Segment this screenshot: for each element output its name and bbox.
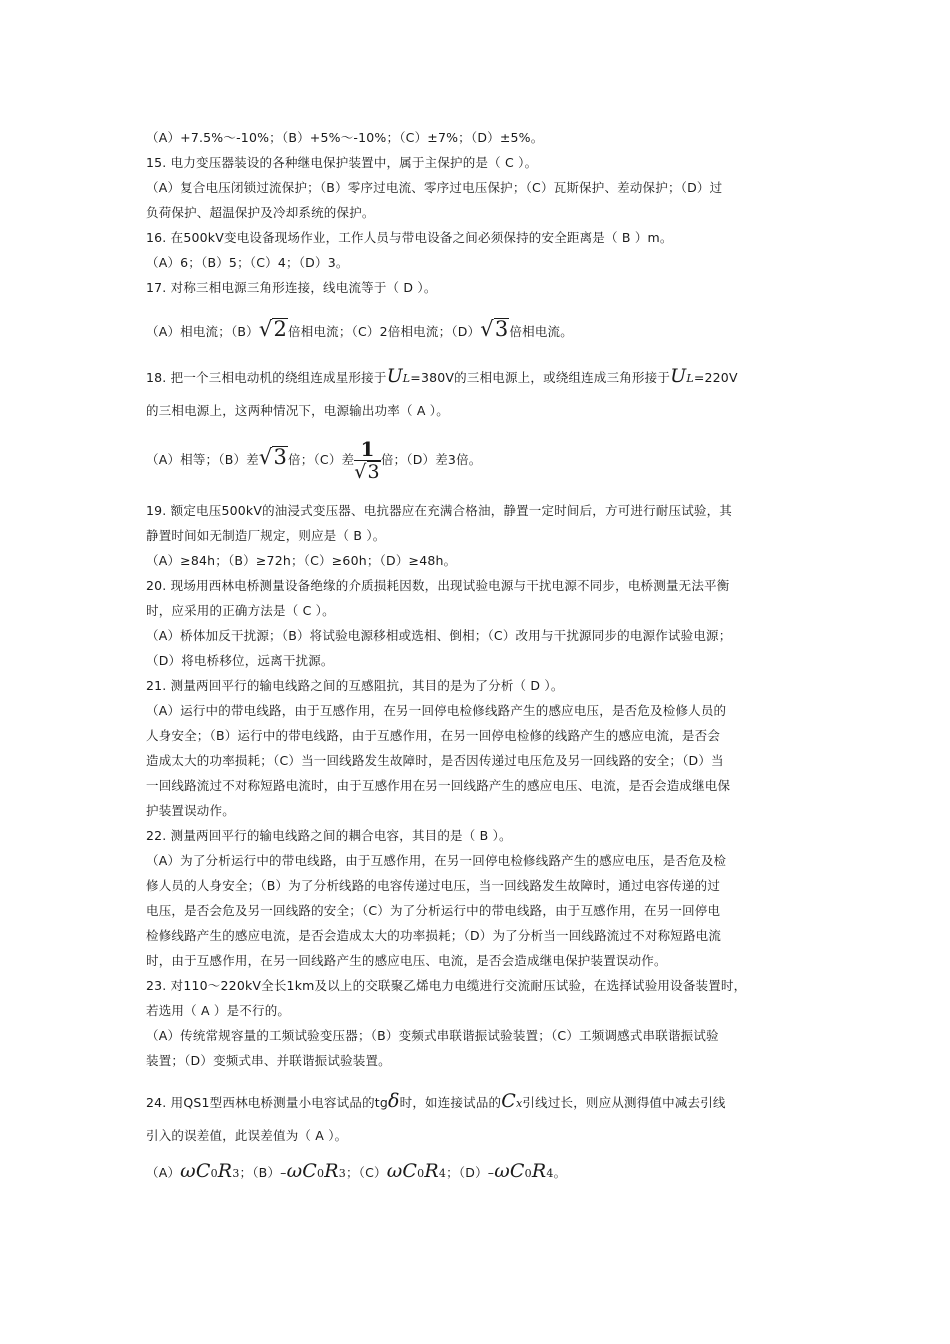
- question-17: 17. 对称三相电源三角形连接，线电流等于（ D ）。: [146, 280, 437, 295]
- text-line: （A）传统常规容量的工频试验变压器；（B）变频式串联谐振试验装置；（C）工频调感式串联谐振试验: [146, 1028, 719, 1043]
- question-21: 21. 测量两回平行的输电线路之间的互感阻抗，其目的是为了分析（ D ）。: [146, 678, 564, 693]
- text-line: 人身安全；（B）运行中的带电线路，由于互感作用，在另一回停电检修的线路产生的感应电流，是否会: [146, 728, 721, 743]
- options-18: （A）相等；（B）差√3倍；（C）差 $\frac{1}{√3}$ 倍；（D）差3倍。: [146, 437, 482, 483]
- text-line: 造成太大的功率损耗；（C）当一回线路发生故障时，是否因传递过电压危及另一回线路的安全；（D）当: [146, 753, 724, 768]
- question-22: 22. 测量两回平行的输电线路之间的耦合电容，其目的是（ B ）。: [146, 828, 512, 843]
- text-line: 引入的误差值，此误差值为（ A ）。: [146, 1128, 348, 1143]
- text-line: 修人员的人身安全；（B）为了分析线路的电容传递过电压，当一回线路发生故障时，通过电容传递的过: [146, 878, 721, 893]
- text-line: 装置；（D）变频式串、并联谐振试验装置。: [146, 1053, 391, 1068]
- sqrt-symbol: √3: [480, 317, 509, 341]
- text-line: 护装置误动作。: [146, 803, 235, 818]
- question-18: 18. 把一个三相电动机的绕组连成星形接于UL=380V的三相电源上，或绕组连成三角形接于UL=220V: [146, 365, 738, 387]
- question-23: 23. 对110～220kV全长1km及以上的交联聚乙烯电力电缆进行交流耐压试验，在选择试验用设备装置时，: [146, 978, 747, 993]
- text-line: （A）运行中的带电线路，由于互感作用，在另一回停电检修线路产生的感应电压，是否危及检修人员的: [146, 703, 727, 718]
- text-line: （A）+7.5%～-10%；（B）+5%～-10%；（C）±7%；（D）±5%。: [146, 130, 544, 145]
- text-line: 负荷保护、超温保护及冷却系统的保护。: [146, 205, 375, 220]
- text-line: （A）为了分析运行中的带电线路，由于互感作用，在另一回停电检修线路产生的感应电压，是否危及检: [146, 853, 727, 868]
- text-line: 电压，是否会危及另一回线路的安全；（C）为了分析运行中的带电线路，由于互感作用，在另一回停电: [146, 903, 721, 918]
- text-line: （A）复合电压闭锁过流保护；（B）零序过电流、零序过电压保护；（C）瓦斯保护、差动保护；（D）过: [146, 180, 723, 195]
- text-line: 时，应采用的正确方法是（ C ）。: [146, 603, 335, 618]
- question-16: 16. 在500kV变电设备现场作业，工作人员与带电设备之间必须保持的安全距离是（ B ）m。: [146, 230, 673, 245]
- text-line: （A）桥体加反干扰源；（B）将试验电源移相或选相、倒相；（C）改用与干扰源同步的电源作试验电源；: [146, 628, 732, 643]
- question-19: 19. 额定电压500kV的油浸式变压器、电抗器应在充满合格油，静置一定时间后，方可进行耐压试验，其: [146, 503, 733, 518]
- fraction: $\frac{1}{√3}$: [354, 437, 380, 483]
- text-line: 的三相电源上，这两种情况下，电源输出功率（ A ）。: [146, 403, 449, 418]
- sqrt-symbol: √3: [258, 445, 288, 469]
- options-24: （A）ωC0R3；（B）–ωC0R3；（C）ωC0R4；（D）–ωC0R4。: [146, 1160, 567, 1182]
- text-line: 检修线路产生的感应电流，是否会造成太大的功率损耗；（D）为了分析当一回线路流过不对称短路电流: [146, 928, 722, 943]
- question-15: 15. 电力变压器装设的各种继电保护装置中，属于主保护的是（ C ）。: [146, 155, 538, 170]
- text-line: （A）≥84h；（B）≥72h；（C）≥60h；（D）≥48h。: [146, 553, 457, 568]
- text-line: （A）6；（B）5；（C）4；（D）3。: [146, 255, 349, 270]
- question-24: 24. 用QS1型西林电桥测量小电容试品的tgδ时，如连接试品的Cx引线过长，则应从测得值中减去引线: [146, 1090, 726, 1112]
- text-line: 静置时间如无制造厂规定，则应是（ B ）。: [146, 528, 386, 543]
- sqrt-symbol: √2: [258, 317, 288, 341]
- text-line: 时，由于互感作用，在另一回线路产生的感应电压、电流，是否会造成继电保护装置误动作。: [146, 953, 667, 968]
- text-line: （D）将电桥移位，远离干扰源。: [146, 653, 334, 668]
- question-20: 20. 现场用西林电桥测量设备绝缘的介质损耗因数，出现试验电源与干扰电源不同步，电桥测量无法平衡: [146, 578, 730, 593]
- options-17: （A）相电流；（B）√2倍相电流；（C）2倍相电流；（D）√3倍相电流。: [146, 317, 573, 341]
- text-line: 一回线路流过不对称短路电流时，由于互感作用在另一回线路产生的感应电压、电流，是否会造成继电保: [146, 778, 731, 793]
- text-line: 若选用（ A ）是不行的。: [146, 1003, 291, 1018]
